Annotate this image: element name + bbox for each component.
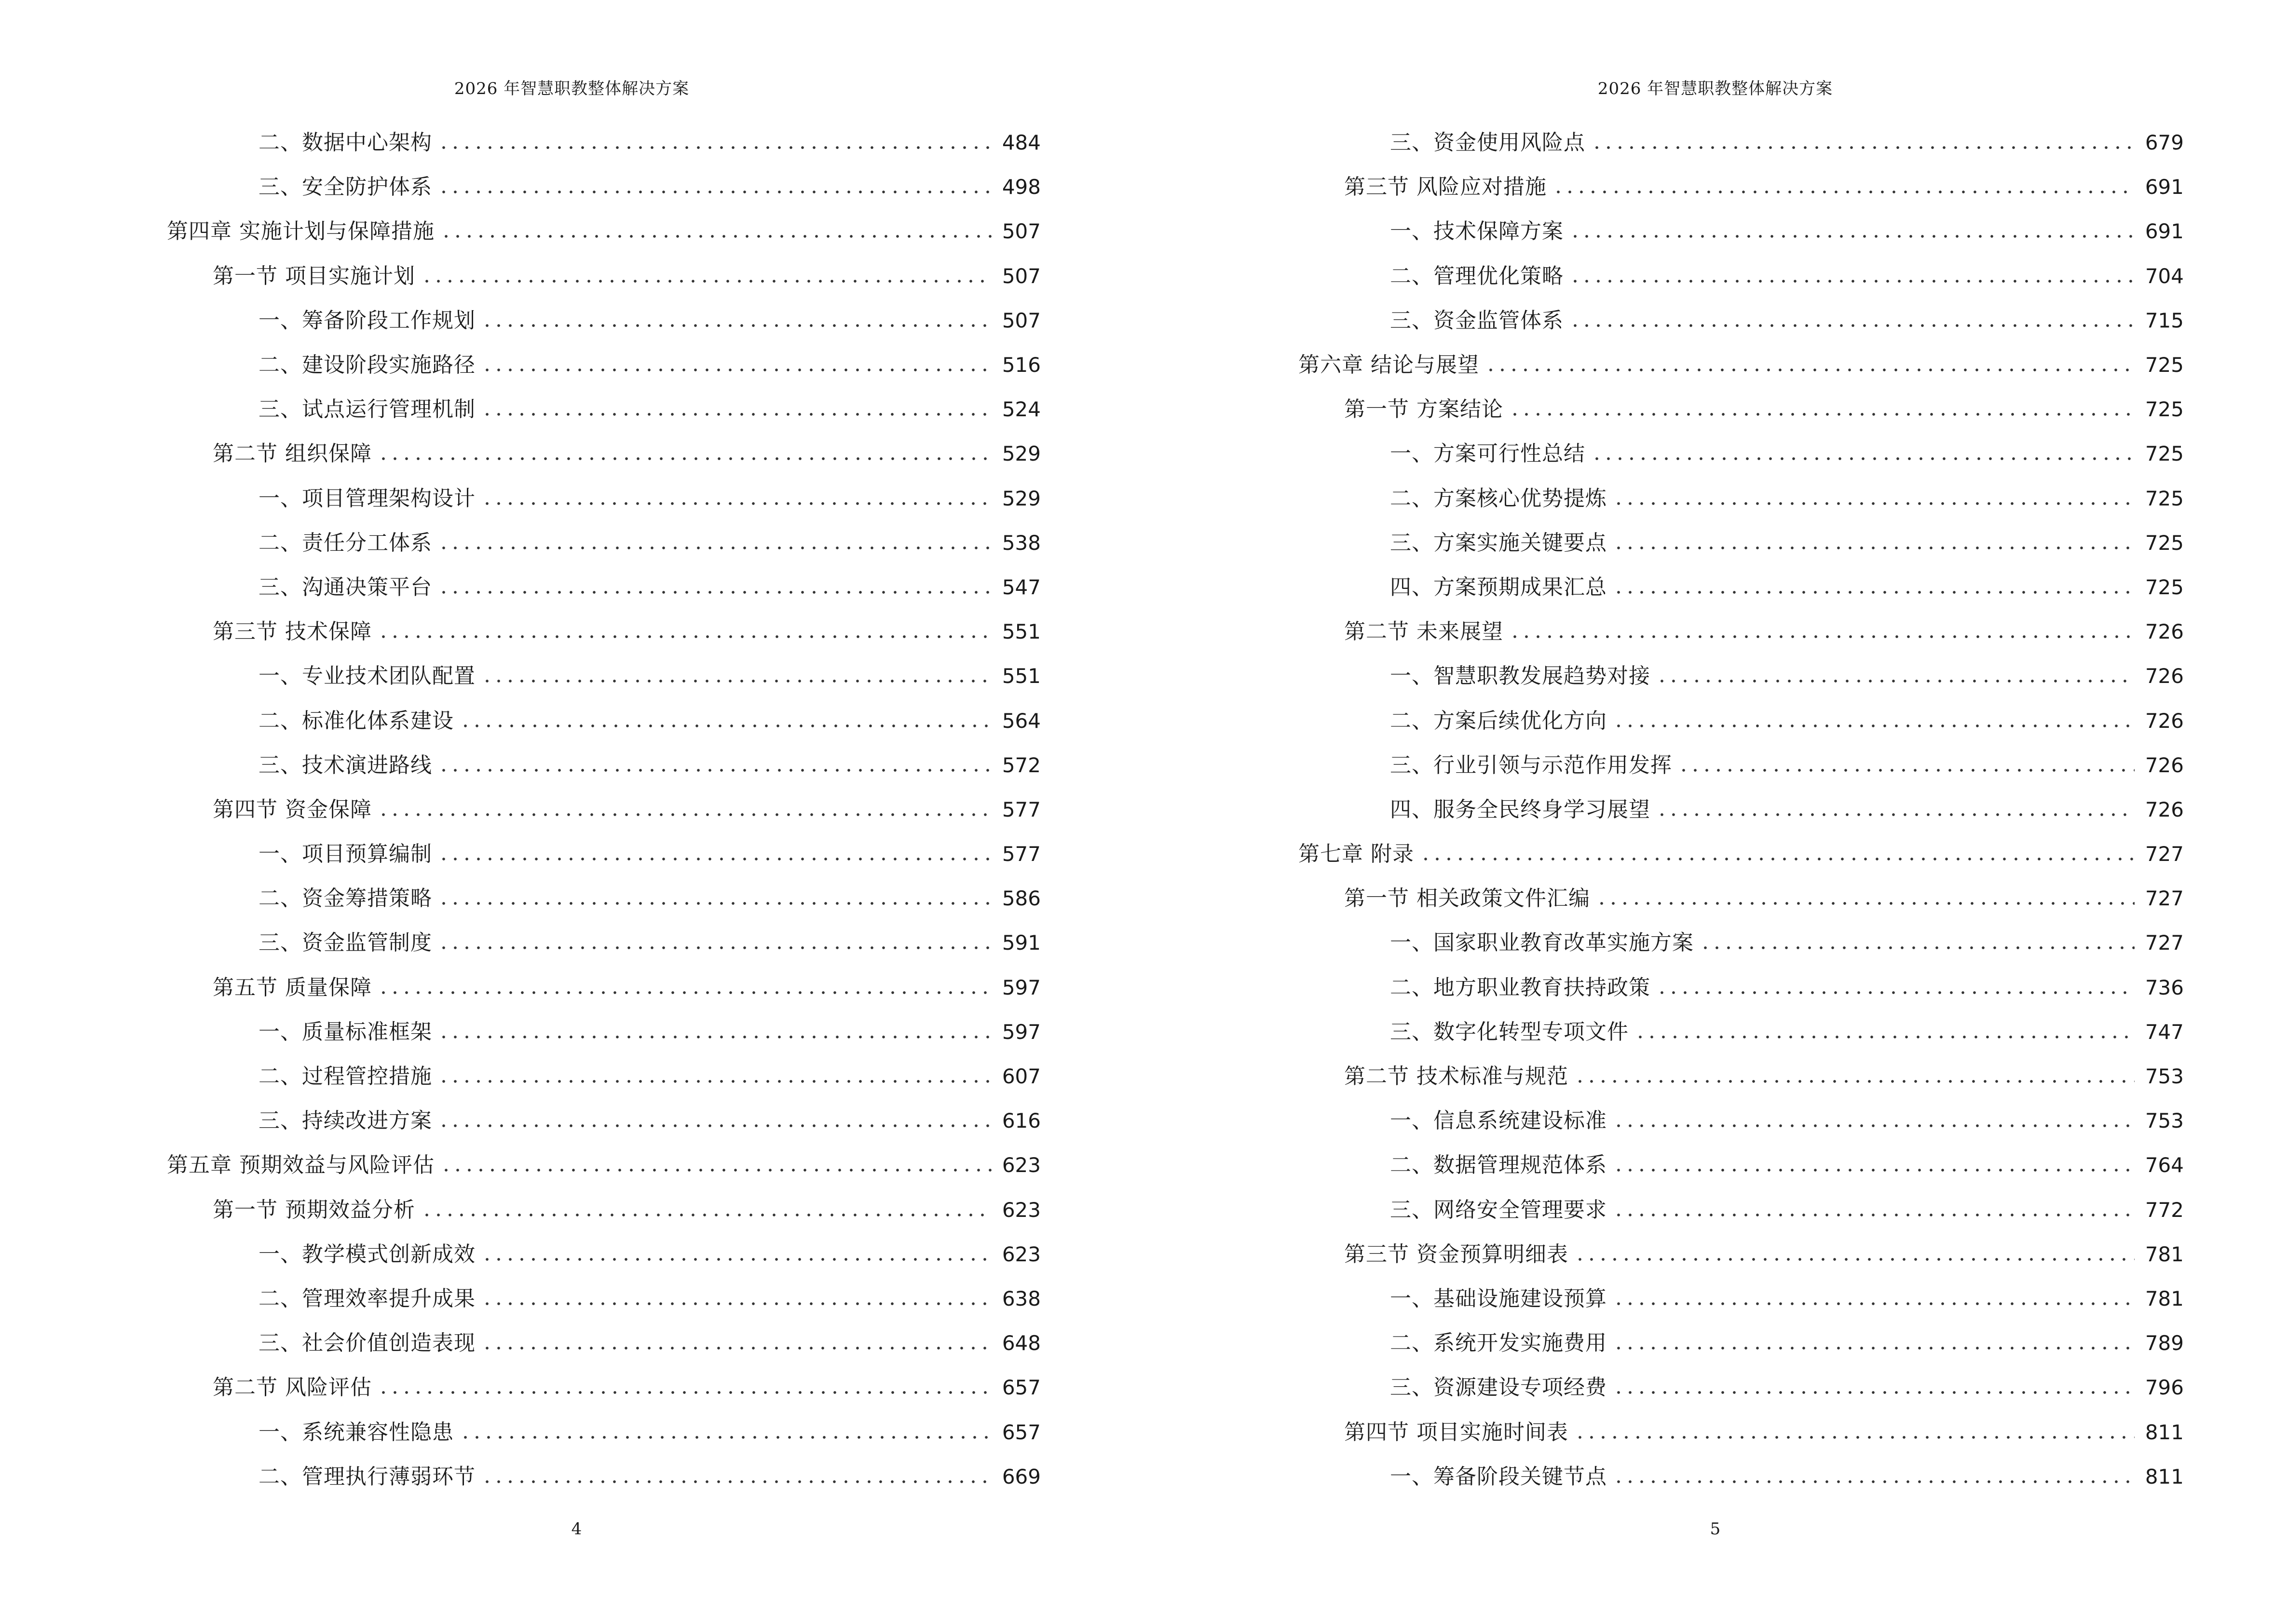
- toc-entry-title: 一、项目管理架构设计: [259, 486, 476, 511]
- toc-entry-page-number: 669: [1002, 1464, 1041, 1488]
- toc-entry-page-number: 726: [2145, 797, 2184, 821]
- toc-entry-page-number: 507: [1002, 264, 1041, 288]
- toc-entry-title: 一、系统兼容性隐患: [259, 1419, 454, 1445]
- toc-entry[interactable]: [1298, 1365, 2184, 1410]
- dot-leader: [1613, 1213, 2135, 1217]
- dot-leader: [481, 412, 992, 417]
- toc-list: [1298, 121, 2184, 1499]
- toc-entry-title: 一、基础设施建设预算: [1390, 1286, 1607, 1311]
- toc-entry[interactable]: [1298, 1410, 2184, 1454]
- toc-entry-page-number: 747: [2145, 1020, 2184, 1044]
- toc-entry-page-number: 597: [1002, 975, 1041, 999]
- toc-entry[interactable]: [1298, 521, 2184, 565]
- dot-leader: [1634, 1035, 2135, 1039]
- dot-leader: [1509, 634, 2135, 639]
- toc-entry-title: 第六章 结论与展望: [1298, 353, 1479, 378]
- toc-entry-page-number: 623: [1002, 1198, 1041, 1222]
- toc-entry-page-number: 727: [2145, 887, 2184, 911]
- toc-entry-page-number: 764: [2145, 1153, 2184, 1177]
- toc-entry-title: 二、数据中心架构: [259, 130, 432, 155]
- dot-leader: [1656, 812, 2135, 817]
- toc-entry-page-number: 736: [2145, 975, 2184, 999]
- toc-entry-title: 第一节 方案结论: [1344, 397, 1503, 422]
- toc-entry-title: 第四节 资金保障: [213, 797, 372, 822]
- toc-entry-page-number: 796: [2145, 1376, 2184, 1400]
- dot-leader: [481, 501, 992, 506]
- toc-entry-title: 三、资金监管制度: [259, 930, 432, 955]
- toc-entry-page-number: 648: [1002, 1331, 1041, 1355]
- toc-list: [167, 121, 1041, 1499]
- toc-entry[interactable]: [1298, 165, 2184, 209]
- toc-entry[interactable]: [1298, 698, 2184, 743]
- toc-entry[interactable]: [167, 1410, 1041, 1454]
- toc-entry[interactable]: [1298, 876, 2184, 921]
- dot-leader: [460, 723, 992, 728]
- dot-leader: [438, 190, 992, 194]
- dot-leader: [378, 456, 992, 461]
- toc-entry-page-number: 726: [2145, 620, 2184, 644]
- toc-entry-title: 第一节 预期效益分析: [213, 1197, 415, 1222]
- toc-entry-page-number: 591: [1002, 931, 1041, 955]
- toc-entry[interactable]: [167, 299, 1041, 343]
- toc-entry-title: 二、建设阶段实施路径: [259, 353, 476, 378]
- toc-entry[interactable]: [167, 610, 1041, 654]
- toc-entry[interactable]: [167, 565, 1041, 610]
- page-number: 4: [571, 1519, 582, 1539]
- toc-entry[interactable]: [1298, 1188, 2184, 1232]
- dot-leader: [438, 945, 992, 950]
- toc-entry-page-number: 727: [2145, 842, 2184, 866]
- toc-entry[interactable]: [1298, 432, 2184, 476]
- toc-entry[interactable]: [1298, 1321, 2184, 1365]
- toc-entry[interactable]: [1298, 1099, 2184, 1143]
- toc-entry-page-number: 725: [2145, 442, 2184, 466]
- toc-entry-page-number: 657: [1002, 1420, 1041, 1444]
- toc-entry-title: 四、服务全民终身学习展望: [1390, 797, 1650, 822]
- toc-entry[interactable]: [1298, 832, 2184, 876]
- dot-leader: [421, 279, 992, 284]
- toc-entry-title: 第七章 附录: [1298, 842, 1414, 867]
- toc-entry[interactable]: [167, 1455, 1041, 1499]
- toc-entry[interactable]: [1298, 1010, 2184, 1054]
- toc-entry-title: 三、持续改进方案: [259, 1108, 432, 1133]
- toc-entry-title: 三、资源建设专项经费: [1390, 1375, 1607, 1400]
- toc-entry[interactable]: [1298, 966, 2184, 1010]
- toc-entry[interactable]: [1298, 921, 2184, 965]
- toc-entry-page-number: 547: [1002, 575, 1041, 599]
- toc-entry[interactable]: [167, 1232, 1041, 1277]
- dot-leader: [421, 1213, 992, 1217]
- toc-entry-title: 四、方案预期成果汇总: [1390, 574, 1607, 600]
- toc-entry[interactable]: [1298, 743, 2184, 788]
- toc-entry-page-number: 715: [2145, 308, 2184, 332]
- toc-entry-page-number: 607: [1002, 1064, 1041, 1089]
- toc-entry-page-number: 811: [2145, 1464, 2184, 1488]
- toc-entry-page-number: 564: [1002, 709, 1041, 733]
- dot-leader: [438, 546, 992, 550]
- toc-entry[interactable]: [167, 1099, 1041, 1143]
- dot-leader: [481, 368, 992, 372]
- dot-leader: [440, 234, 992, 239]
- toc-entry-title: 一、国家职业教育改革实施方案: [1390, 930, 1694, 955]
- toc-entry-title: 第一节 项目实施计划: [213, 263, 415, 288]
- toc-entry-page-number: 529: [1002, 486, 1041, 510]
- toc-entry-title: 一、专业技术团队配置: [259, 664, 476, 689]
- toc-entry[interactable]: [1298, 1054, 2184, 1099]
- dot-leader: [1613, 1346, 2135, 1351]
- dot-leader: [1552, 190, 2135, 194]
- toc-entry-page-number: 638: [1002, 1286, 1041, 1310]
- dot-leader: [1613, 1168, 2135, 1173]
- toc-entry[interactable]: [1298, 254, 2184, 299]
- toc-entry-page-number: 572: [1002, 753, 1041, 777]
- toc-entry-page-number: 484: [1002, 131, 1041, 155]
- toc-entry-title: 第二节 未来展望: [1344, 619, 1503, 644]
- toc-entry-page-number: 507: [1002, 219, 1041, 244]
- toc-entry-page-number: 657: [1002, 1376, 1041, 1400]
- toc-entry-title: 三、试点运行管理机制: [259, 397, 476, 422]
- running-header: 2026 年智慧职教整体解决方案: [1597, 79, 1833, 98]
- dot-leader: [438, 857, 992, 861]
- toc-entry-title: 二、管理优化策略: [1390, 263, 1564, 288]
- toc-entry-title: 一、信息系统建设标准: [1390, 1108, 1607, 1133]
- dot-leader: [438, 1123, 992, 1128]
- toc-entry[interactable]: [167, 1365, 1041, 1410]
- toc-entry-title: 二、数据管理规范体系: [1390, 1153, 1607, 1178]
- toc-entry-page-number: 586: [1002, 887, 1041, 911]
- toc-entry-title: 三、数字化转型专项文件: [1390, 1019, 1629, 1044]
- toc-entry-title: 一、方案可行性总结: [1390, 441, 1585, 466]
- toc-entry-title: 第二节 风险评估: [213, 1375, 372, 1400]
- dot-leader: [481, 1479, 992, 1484]
- toc-entry-page-number: 691: [2145, 175, 2184, 199]
- toc-entry-page-number: 597: [1002, 1020, 1041, 1044]
- dot-leader: [1678, 768, 2135, 773]
- dot-leader: [438, 590, 992, 595]
- toc-entry-page-number: 498: [1002, 175, 1041, 199]
- toc-entry-title: 第二节 技术标准与规范: [1344, 1064, 1568, 1089]
- dot-leader: [1509, 412, 2135, 417]
- dot-leader: [1613, 723, 2135, 728]
- running-header: 2026 年智慧职教整体解决方案: [454, 79, 690, 98]
- toc-entry-title: 三、沟通决策平台: [259, 574, 432, 600]
- toc-entry-page-number: 811: [2145, 1420, 2184, 1444]
- dot-leader: [1656, 990, 2135, 995]
- dot-leader: [481, 1257, 992, 1262]
- toc-entry-page-number: 551: [1002, 664, 1041, 688]
- toc-entry-page-number: 781: [2145, 1286, 2184, 1310]
- toc-entry-page-number: 725: [2145, 486, 2184, 510]
- dot-leader: [438, 901, 992, 906]
- dot-leader: [1613, 1123, 2135, 1128]
- toc-entry-title: 二、管理执行薄弱环节: [259, 1464, 476, 1489]
- toc-entry[interactable]: [167, 1010, 1041, 1054]
- toc-entry-title: 第四章 实施计划与保障措施: [167, 219, 435, 244]
- toc-entry-page-number: 529: [1002, 442, 1041, 466]
- dot-leader: [1485, 368, 2135, 372]
- toc-entry[interactable]: [1298, 343, 2184, 387]
- toc-entry-title: 三、社会价值创造表现: [259, 1331, 476, 1356]
- toc-entry-title: 一、项目预算编制: [259, 842, 432, 867]
- toc-entry[interactable]: [167, 343, 1041, 387]
- toc-entry-page-number: 516: [1002, 353, 1041, 377]
- toc-entry-title: 二、系统开发实施费用: [1390, 1331, 1607, 1356]
- toc-entry[interactable]: [167, 254, 1041, 299]
- toc-entry-title: 一、筹备阶段关键节点: [1390, 1464, 1607, 1489]
- toc-entry-title: 二、方案后续优化方向: [1390, 708, 1607, 733]
- toc-entry[interactable]: [167, 654, 1041, 698]
- toc-entry-title: 第四节 项目实施时间表: [1344, 1419, 1568, 1445]
- dot-leader: [378, 634, 992, 639]
- dot-leader: [1569, 234, 2135, 239]
- toc-entry-page-number: 577: [1002, 842, 1041, 866]
- toc-entry-page-number: 772: [2145, 1198, 2184, 1222]
- toc-entry-page-number: 726: [2145, 753, 2184, 777]
- toc-entry-title: 二、标准化体系建设: [259, 708, 454, 733]
- dot-leader: [1613, 590, 2135, 595]
- toc-entry-title: 三、网络安全管理要求: [1390, 1197, 1607, 1222]
- toc-entry[interactable]: [1298, 121, 2184, 165]
- dot-leader: [1613, 1390, 2135, 1395]
- dot-leader: [1420, 857, 2135, 861]
- dot-leader: [1574, 1435, 2135, 1440]
- toc-entry-page-number: 727: [2145, 931, 2184, 955]
- toc-page-right: [1144, 0, 2287, 1624]
- toc-entry[interactable]: [1298, 788, 2184, 832]
- toc-entry[interactable]: [167, 921, 1041, 965]
- dot-leader: [1613, 1479, 2135, 1484]
- toc-entry[interactable]: [1298, 209, 2184, 254]
- toc-entry-title: 第三节 技术保障: [213, 619, 372, 644]
- toc-entry[interactable]: [1298, 1232, 2184, 1277]
- toc-entry[interactable]: [167, 209, 1041, 254]
- toc-entry-title: 一、教学模式创新成效: [259, 1242, 476, 1267]
- toc-entry-title: 二、方案核心优势提炼: [1390, 486, 1607, 511]
- toc-entry[interactable]: [167, 743, 1041, 788]
- toc-entry[interactable]: [167, 876, 1041, 921]
- toc-entry-title: 三、方案实施关键要点: [1390, 530, 1607, 555]
- toc-entry[interactable]: [167, 966, 1041, 1010]
- toc-entry-title: 二、过程管控措施: [259, 1064, 432, 1089]
- dot-leader: [378, 812, 992, 817]
- toc-entry-page-number: 623: [1002, 1153, 1041, 1177]
- toc-entry-title: 二、管理效率提升成果: [259, 1286, 476, 1311]
- toc-entry[interactable]: [167, 1143, 1041, 1187]
- toc-entry[interactable]: [167, 387, 1041, 432]
- toc-entry-page-number: 789: [2145, 1331, 2184, 1355]
- toc-entry-page-number: 781: [2145, 1242, 2184, 1266]
- dot-leader: [1574, 1079, 2135, 1084]
- dot-leader: [438, 145, 992, 150]
- page-number: 5: [1710, 1519, 1721, 1539]
- toc-entry[interactable]: [167, 121, 1041, 165]
- toc-entry-page-number: 551: [1002, 620, 1041, 644]
- toc-entry-title: 三、资金监管体系: [1390, 308, 1564, 333]
- toc-entry[interactable]: [167, 698, 1041, 743]
- toc-entry[interactable]: [167, 477, 1041, 521]
- toc-entry-title: 一、质量标准框架: [259, 1019, 432, 1044]
- toc-entry-page-number: 538: [1002, 531, 1041, 555]
- toc-entry-title: 三、行业引领与示范作用发挥: [1390, 752, 1672, 778]
- toc-entry-title: 第三节 风险应对措施: [1344, 175, 1547, 200]
- toc-entry-page-number: 725: [2145, 353, 2184, 377]
- toc-entry[interactable]: [167, 832, 1041, 876]
- dot-leader: [1613, 1301, 2135, 1306]
- toc-entry-page-number: 524: [1002, 397, 1041, 422]
- toc-entry-page-number: 704: [2145, 264, 2184, 288]
- dot-leader: [481, 323, 992, 328]
- toc-entry-title: 第一节 相关政策文件汇编: [1344, 886, 1590, 911]
- toc-entry-title: 二、地方职业教育扶持政策: [1390, 975, 1650, 1000]
- toc-entry[interactable]: [167, 788, 1041, 832]
- dot-leader: [440, 1168, 992, 1173]
- toc-entry[interactable]: [1298, 387, 2184, 432]
- dot-leader: [1613, 546, 2135, 550]
- toc-entry[interactable]: [1298, 477, 2184, 521]
- toc-entry-page-number: 691: [2145, 219, 2184, 244]
- dot-leader: [1574, 1257, 2135, 1262]
- toc-entry-title: 一、智慧职教发展趋势对接: [1390, 664, 1650, 689]
- toc-entry[interactable]: [167, 521, 1041, 565]
- toc-entry[interactable]: [167, 1321, 1041, 1365]
- toc-entry-title: 一、技术保障方案: [1390, 219, 1564, 244]
- dot-leader: [438, 1079, 992, 1084]
- dot-leader: [1591, 145, 2135, 150]
- dot-leader: [460, 1435, 992, 1440]
- dot-leader: [378, 990, 992, 995]
- toc-entry[interactable]: [1298, 565, 2184, 610]
- toc-entry-page-number: 679: [2145, 131, 2184, 155]
- toc-entry-title: 二、责任分工体系: [259, 530, 432, 555]
- dot-leader: [1591, 456, 2135, 461]
- dot-leader: [378, 1390, 992, 1395]
- toc-entry[interactable]: [167, 1054, 1041, 1099]
- toc-entry[interactable]: [1298, 1143, 2184, 1187]
- toc-entry[interactable]: [1298, 1277, 2184, 1321]
- toc-entry-page-number: 726: [2145, 709, 2184, 733]
- dot-leader: [1596, 901, 2135, 906]
- toc-entry-title: 第二节 组织保障: [213, 441, 372, 466]
- toc-entry[interactable]: [1298, 299, 2184, 343]
- dot-leader: [1613, 501, 2135, 506]
- dot-leader: [438, 768, 992, 773]
- toc-entry[interactable]: [167, 165, 1041, 209]
- toc-entry-page-number: 753: [2145, 1064, 2184, 1089]
- toc-entry-page-number: 507: [1002, 308, 1041, 332]
- dot-leader: [438, 1035, 992, 1039]
- toc-entry-page-number: 725: [2145, 531, 2184, 555]
- toc-entry-title: 第五节 质量保障: [213, 975, 372, 1000]
- toc-entry-title: 三、安全防护体系: [259, 175, 432, 200]
- dot-leader: [1656, 679, 2135, 683]
- dot-leader: [481, 1346, 992, 1351]
- toc-entry[interactable]: [1298, 610, 2184, 654]
- dot-leader: [1569, 323, 2135, 328]
- dot-leader: [481, 679, 992, 683]
- dot-leader: [1700, 945, 2135, 950]
- toc-entry-title: 第三节 资金预算明细表: [1344, 1242, 1568, 1267]
- toc-entry-page-number: 753: [2145, 1109, 2184, 1133]
- dot-leader: [1569, 279, 2135, 284]
- toc-entry-page-number: 726: [2145, 664, 2184, 688]
- toc-entry[interactable]: [167, 1277, 1041, 1321]
- dot-leader: [481, 1301, 992, 1306]
- toc-entry[interactable]: [167, 432, 1041, 476]
- toc-entry[interactable]: [1298, 654, 2184, 698]
- toc-entry-page-number: 577: [1002, 797, 1041, 821]
- toc-entry[interactable]: [167, 1188, 1041, 1232]
- toc-entry-title: 三、技术演进路线: [259, 752, 432, 778]
- toc-entry-page-number: 623: [1002, 1242, 1041, 1266]
- toc-entry-page-number: 616: [1002, 1109, 1041, 1133]
- toc-entry-title: 二、资金筹措策略: [259, 886, 432, 911]
- toc-entry[interactable]: [1298, 1455, 2184, 1499]
- toc-entry-page-number: 725: [2145, 575, 2184, 599]
- toc-entry-page-number: 725: [2145, 397, 2184, 422]
- toc-entry-title: 三、资金使用风险点: [1390, 130, 1585, 155]
- toc-entry-title: 第五章 预期效益与风险评估: [167, 1153, 435, 1178]
- toc-entry-title: 一、筹备阶段工作规划: [259, 308, 476, 333]
